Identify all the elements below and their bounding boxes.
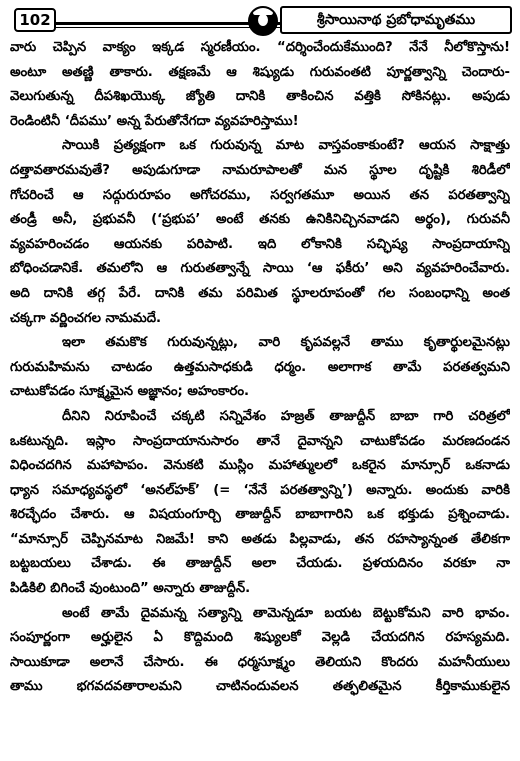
text-line: చక్కగా వర్ణించగల నామమదే. <box>10 310 162 326</box>
text-line: “మాన్సూర్ చెప్పినమాట నిజమే! కాని అతడు పిల్లవాడు, తన రహస్యాన్నంత తేలికగా <box>10 531 510 547</box>
text-line: అంటే తామే దైవమన్న సత్యాన్ని తామెన్నడూ బయట బెట్టుకోమని వారి భావం. <box>62 605 510 621</box>
text-line: బోధించడానికే. తమలోని ఆ గురుతత్వాన్నే సాయి ‘ఆ ఫకీరు’ అని వ్యవహరించేవారు. <box>10 261 510 277</box>
body-text <box>10 36 510 700</box>
text-line: ఒకటున్నది. ఇస్లాం సాంప్రదాయానుసారం తానే దైవాన్నని చాటుకోవడం మరణదండన <box>10 433 510 449</box>
text-line: ఇలా తమకొక గురువున్నట్లు, వారి కృపవల్లనే తాము కృతార్థులమైనట్లు <box>62 335 510 351</box>
text-line: సంపూర్ణంగా అర్హులైన ఏ కొద్దిమంది శిష్యులకో వెల్లడి చేయదగిన రహస్యమది. <box>10 630 510 646</box>
text-line: విధించదగిన మహాపాపం. వెనుకటి ముస్లిం మహాత్ములలో ఒకరైన మాన్సూర్ ఒకనాడు <box>10 458 510 474</box>
text-line: సాయికి ప్రత్యక్షంగా ఒక గురువున్న మాట వాస్తవంకాకుంటే? ఆయన సాక్షాత్తు <box>62 138 510 154</box>
text-line: వారు చెప్పిన వాక్యం ఇక్కడ స్మరణీయం. “దర్శించేందుకేముంది? నేనే నీలోకొస్తాను! <box>10 40 510 55</box>
text-line: శిరచ్ఛేదం చేశారు. ఆ విషయంగూర్చి తాజుద్దీన్ బాబాగారిని ఒక భక్తుడు ప్రశ్నించాడు. <box>10 507 510 523</box>
text-line: దత్తావతారమవుతే? అపుడుగూడా నామరూపాలతో మన స్థూల దృష్టికి శిరిడీలో <box>10 162 510 178</box>
text-line: తండ్రీ అనీ, ప్రభువనీ (‘ప్రభుప’ అంటే తనకు ఉనికినిచ్చినవాడని అర్థం), గురువనీ <box>10 212 510 228</box>
text-line: ధ్యాన సమాధ్యవస్థలో ‘అనల్‌హక్’ (= ‘నేనే పరతత్వాన్ని’) అన్నారు. అందుకు వారికి <box>10 482 510 498</box>
page-number: 102 <box>14 8 56 32</box>
text-line: సాయికూడా అలానే చేసారు. ఈ ధర్మసూక్ష్మం తెలియని కొందరు మహనీయులు <box>10 654 510 670</box>
text-line: గురుమహిమను చాటడం ఉత్తమసాధకుడి ధర్మం. అలాగాక తామే పరతత్వమని <box>10 359 510 375</box>
text-line: రెండింటినీ ‘దీపము’ అన్న పేరుతోనేగదా వ్యవహరిస్తాము! <box>10 113 299 129</box>
text-line: దీనిని నిరూపించే చక్కటి సన్నివేశం హజ్రత్ తాజుద్దీన్ బాబా గారి చరిత్రలో <box>62 408 510 424</box>
text-line: పిడికిలి బిగించే వుంటుంది” అన్నారు తాజుద్దీన్. <box>10 581 251 597</box>
sai-baba-portrait-icon <box>248 6 278 36</box>
text-line: చాటుకోవడం సూక్ష్మమైన అజ్ఞానం; అహంకారం. <box>10 384 250 400</box>
text-line: వ్యవహరించడం ఆయనకు పరిపాటి. ఇది లోకానికి సచ్ఛిష్య సాంప్రదాయాన్ని <box>10 236 510 252</box>
text-line: అంటూ అతణ్ణి తాకారు. తక్షణమే ఆ శిష్యుడు గురువంతటి పూర్ణత్వాన్ని చెందారు- <box>10 64 510 80</box>
portrait-face <box>258 14 268 26</box>
text-line: గోచరించే ఆ సద్గురురూపం అగోచరము, సర్వగతమూ అయిన తన పరతత్వాన్ని <box>10 187 510 203</box>
page-header <box>8 6 512 32</box>
text-line: తాము భగవదవతారాలమని చాటినందువలన తత్ఫలితమైన కీర్తికాముకులైన <box>10 679 510 695</box>
text-line: అది దానికి తగ్గ పేరే. దానికి తమ పరిమిత స్థూలరూపంతో గల సంబంధాన్ని అంత <box>10 285 510 301</box>
text-line: వెలుగుతున్న దీపశిఖయొక్క జ్యోతి దానికి తాకించిన వత్తికి సోకినట్లు. అపుడు <box>10 89 510 105</box>
text-line: బట్టబయలు చేశాడు. ఈ తాజుద్దీన్ అలా చేయడు. ప్రళయదినం వరకూ నా <box>10 556 510 572</box>
running-book-title: శ్రీసాయినాథ ప్రబోధామృతము <box>280 6 512 34</box>
